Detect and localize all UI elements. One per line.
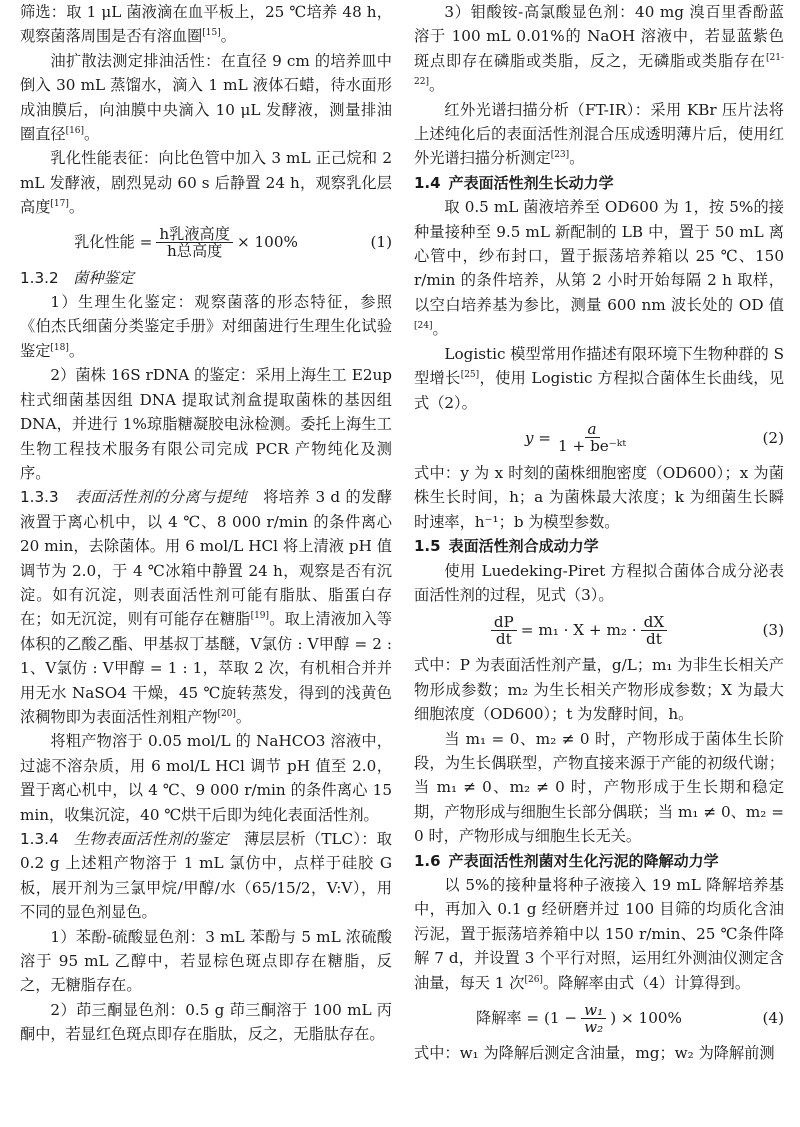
section-heading: 1.6 产表面活性剂菌对生化污泥的降解动力学 <box>414 851 719 870</box>
right-column <box>414 0 784 1065</box>
paragraph: 式中：w₁ 为降解后测定含油量，mg；w₂ 为降解前测 <box>414 1044 775 1063</box>
paragraph: 将粗产物溶于 0.05 mol/L 的 NaHCO3 溶液中，过滤不溶杂质，用 6 mol/L HCl 调节 pH 值至 2.0，置于离心机中，以 4 ℃、9 000 r/min 的条件离心 15 min，收集沉淀，40 ℃烘干后即为纯化表面活性剂。 <box>20 732 392 824</box>
paragraph: 1.3.4 生物表面活性剂的鉴定 薄层层析（TLC）：取 0.2 g 上述粗产物溶于 1 mL 氯仿中，点样于硅胶 G 板，展开剂为三氯甲烷/甲醇/水（65/15/2，V:V），用不同的显色剂显色。 <box>20 830 392 922</box>
paragraph: 2）茚三酮显色剂：0.5 g 茚三酮溶于 100 mL 丙酮中，若显红色斑点即存在脂肽，反之，无脂肽存在。 <box>20 1000 392 1044</box>
paragraph: 式中：y 为 x 时刻的菌株细胞密度（OD600）；x 为菌株生长时间，h；a 为菌株最大浓度；k 为细菌生长瞬时速率，h⁻¹；b 为模型参数。 <box>414 463 784 531</box>
paragraph: 红外光谱扫描分析（FT-IR）：采用 KBr 压片法将上述纯化后的表面活性剂混合压成透明薄片后，使用红外光谱扫描分析测定[23]。 <box>414 100 784 168</box>
paragraph: 乳化性能表征：向比色管中加入 3 mL 正己烷和 2 mL 发酵液，剧烈晃动 60 s 后静置 24 h，观察乳化层高度[17]。 <box>20 149 392 217</box>
equation-1: 乳化性能 = $\frac{\text{h乳液高度}}{\text{h总高度}}$ × 100% (1) <box>74 225 392 261</box>
paragraph: 筛选：取 1 μL 菌液滴在血平板上，25 ℃培养 48 h，观察菌落周围是否有溶血圈[15]。 <box>20 3 392 46</box>
paragraph: 以 5%的接种量将种子液接入 19 mL 降解培养基中，再加入 0.1 g 经研磨并过 100 目筛的均质化含油污泥，置于振荡培养箱中以 150 r/min、25 ℃条件降解 7 d，并设置 3 个平行对照，运用红外测油仪测定含油量，每天 1 次[26]。降解率由式（4）计算得到。 <box>414 876 784 992</box>
paragraph: Logistic 模型常用作描述有限环境下生物种群的 S 型增长[25]，使用 Logistic 方程拟合菌体生长曲线，见式（2）。 <box>414 344 785 412</box>
paragraph: 当 m₁ = 0、m₂ ≠ 0 时，产物形成于菌体生长阶段，为生长偶联型，产物直接来源于产能的初级代谢；当 m₁ ≠ 0、m₂ ≠ 0 时，产物形成于生长期和稳定期，产物形成与细胞生长部分偶联；当 m₁ ≠ 0、m₂ = 0 时，产物形成与细胞生长无关。 <box>414 729 784 846</box>
paragraph: 1.3.3 表面活性剂的分离与提纯 将培养 3 d 的发酵液置于离心机中，以 4 ℃、8 000 r/min 的条件离心 20 min，去除菌体。用 6 mol/L HCl 将上清液 pH 值调节为 2.0，于 4 ℃冰箱中静置 24 h，观察是否有沉淀。如有沉淀，则表面活性剂可能有脂肽、脂蛋白存在；如无沉淀，则有可能存在糖脂[19]。取上清液加入等体积的乙酸乙酯、甲基叔丁基醚，V氯仿 : V甲醇 = 2 : 1、V氯仿 : V甲醇 = 1 : 1，萃取 2 次，有机相合并并用无水 NaSO4 干燥，45 ℃旋转蒸发，得到的浅黄色浓稠物即为表面活性剂粗产物[20]。 <box>20 488 393 726</box>
paragraph: 3）钼酸铵-高氯酸显色剂：40 mg 溴百里香酚蓝溶于 100 mL 0.01%的 NaOH 溶液中，若显蓝紫色斑点即存在磷脂或类脂，反之，无磷脂或类脂存在[21-22]。 <box>414 3 784 95</box>
paragraph: 式中：P 为表面活性剂产量，g/L；m₁ 为非生长相关产物形成参数；m₂ 为生长相关产物形成参数；X 为最大细胞浓度（OD600）；t 为发酵时间，h。 <box>414 656 784 724</box>
equation-3: $\frac{dP}{dt}$ = m₁ · X + m₂ · $\frac{dX}{dt}$ (3) <box>414 611 784 649</box>
paragraph: 取 0.5 mL 菌液培养至 OD600 为 1，按 5%的接种量接种至 9.5 mL 新配制的 LB 中，置于 50 mL 离心管中，纱布封口，置于振荡培养箱以 25 ℃、150 r/min 的条件培养，从第 2 小时开始每隔 2 h 取样，以空白培养基为参比，测量 600 nm 波长处的 OD 值[24]。 <box>414 198 784 339</box>
section-heading: 1.4 产表面活性剂生长动力学 <box>414 173 614 192</box>
paragraph: 1）苯酚-硫酸显色剂：3 mL 苯酚与 5 mL 浓硫酸溶于 95 mL 乙醇中，若显棕色斑点即存在糖脂，反之，无糖脂存在。 <box>20 927 392 995</box>
paragraph: 2）菌株 16S rDNA 的鉴定：采用上海生工 E2up 柱式细菌基因组 DNA 提取试剂盒提取菌株的基因组 DNA，并进行 1%琼脂糖凝胶电泳检测。委托上海生工生物工程技术服务有限公司完成 PCR 产物纯化及测序。 <box>20 366 392 482</box>
equation-4: 降解率 = (1 − $\frac{\text{w₁}}{\text{w₂}}$ ) × 100% (4) <box>476 1000 784 1036</box>
section-heading: 1.5 表面活性剂合成动力学 <box>414 537 599 556</box>
paragraph: 1）生理生化鉴定：观察菌落的形态特征，参照《伯杰氏细菌分类鉴定手册》对细菌进行生理生化试验鉴定[18]。 <box>20 293 392 360</box>
paragraph: 使用 Luedeking-Piret 方程拟合菌体合成分泌表面活性剂的过程，见式（3）。 <box>414 561 784 604</box>
left-column <box>20 0 392 1047</box>
paragraph: 油扩散法测定排油活性：在直径 9 cm 的培养皿中倒入 30 mL 蒸馏水，滴入 1 mL 液体石蜡，待水面形成油膜后，向油膜中央滴入 10 μL 发酵液，测量排油圈直径[16]。 <box>20 51 392 144</box>
equation-2: y = $\frac{a}{\text{1 + be⁻ᵏᵗ}}$ (2) <box>524 420 784 456</box>
section-heading: 1.3.2 菌种鉴定 <box>20 268 134 287</box>
